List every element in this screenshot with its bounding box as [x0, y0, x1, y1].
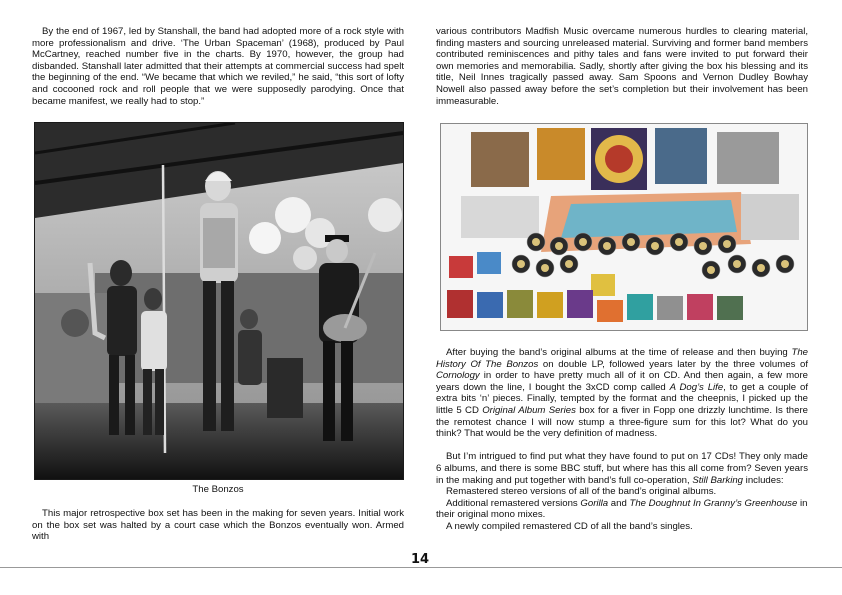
contents-list-item: Remastered stereo versions of all of the band’s original albums. [446, 486, 717, 498]
photo-caption: The Bonzos [192, 484, 244, 495]
text-span: in order to have pretty much all of it on CD. And then again, a few more years down the line, I bought the 3xCD comp called [436, 370, 808, 393]
album-title: Original Album Series [482, 404, 576, 416]
box-set-illustration [441, 124, 807, 330]
footer-divider [0, 567, 842, 568]
contents-paragraph [436, 451, 808, 532]
text-span: in their original mono mixes. [436, 497, 808, 521]
text-span: After buying the band’s original albums at the time of release and then buying [446, 347, 792, 358]
bonzos-photo-illustration [35, 123, 403, 479]
bonzos-band-photo [34, 122, 404, 480]
box-set-photo [440, 123, 808, 331]
box-set-paragraph: This major retrospective box set has been in the making for seven years. Initial work on the box set was halted by a court case which the Bonzos eventually won. Armed with [32, 508, 404, 543]
album-title: The History Of The Bonzos [436, 347, 808, 370]
intro-paragraph: By the end of 1967, led by Stanshall, the band had adopted more of a rock style with more professionalism and drive. ‘The Urban Spaceman’ (1968), produced by Paul McCartney, reached number five in the charts. By 1970, however, the group had disbanded. Stanshall later admitted that their attempts at commercial success had spelt the beginning of the end. “We became that which we reviled,” he said, “this sort of lofty and cocooned rock and roll people that we were supposedly parodying. Once that became manifest, we really had to stop.” [32, 26, 404, 107]
buying-history-paragraph [436, 347, 808, 440]
album-title: A Dog’s Life [669, 381, 724, 393]
album-title: Cornology [436, 370, 480, 382]
text-span: box for a fiver in Fopp one drizzly lunchtime. Is there the remotest chance I will now stump a three-figure sum for this lot? What do you think? That would be the very definition of madness. [436, 404, 809, 440]
album-title: Gorilla [580, 497, 609, 509]
contributors-paragraph: various contributors Madfish Music overcame numerous hurdles to clearing material, finding masters and sourcing unreleased material. Surviving and former band members contributed reminiscences and pithy tales and fans were invited to put forward their own memories and memorabilia. Sadly, shortly after giving the box his blessing and its title, Neil Innes tragically passed away. Sam Spoons and Vernon Dudley Bowhay Nowell also passed away before the set’s completion but their involvement has been immeasurable. [436, 26, 808, 107]
text-span: and [608, 497, 630, 509]
page-number: 14 [410, 552, 430, 567]
right-column-top [436, 26, 808, 107]
album-title: The Doughnut In Granny’s Greenhouse [629, 497, 798, 509]
box-set-title: Still Barking [692, 474, 744, 486]
left-column-top [32, 26, 404, 107]
text-span: on double LP, followed years later by the three volumes of [538, 358, 808, 370]
text-span: , to get a couple of extra bits ‘n’ pieces. Finally, tempted by the format and the cheepnis, I picked up the little 5 CD [436, 381, 808, 416]
contents-list-item: A newly compiled remastered CD of all the band’s singles. [446, 520, 693, 532]
text-span: includes: [743, 474, 784, 486]
contents-list-item [436, 498, 808, 521]
text-span: But I’m intrigued to find put what they have found to put on 17 CDs! They only made 6 albums, and there is some BBC stuff, but where has this all come from? Seven years in the making and put together with band’s full co-operation, [436, 451, 808, 486]
right-column-bottom [436, 347, 808, 533]
left-column-bottom [32, 508, 404, 543]
text-span: Additional remastered versions [446, 497, 581, 509]
